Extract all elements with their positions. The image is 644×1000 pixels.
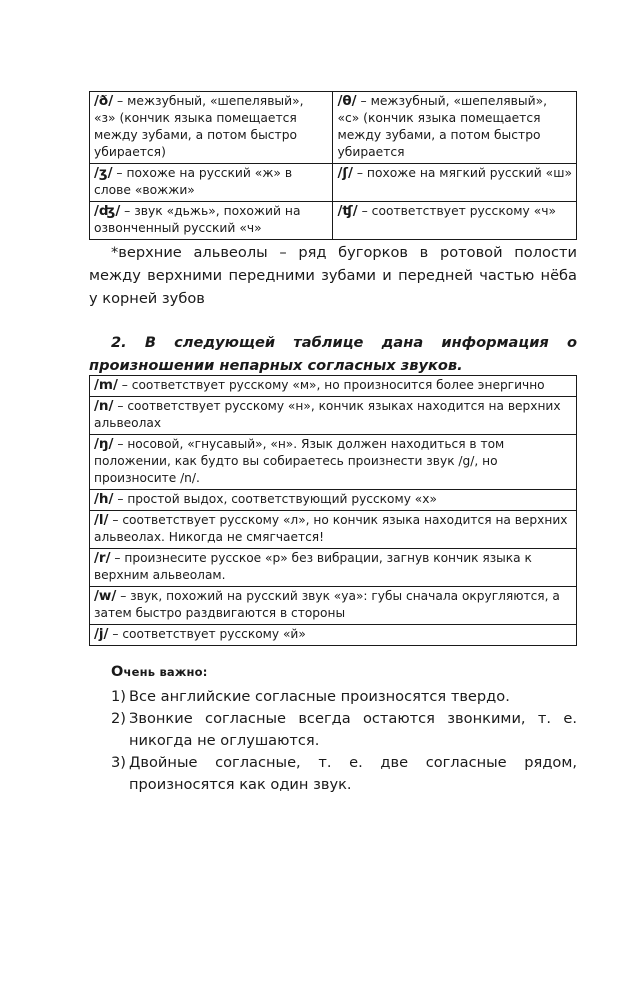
phoneme-symbol: /ʤ/ bbox=[94, 203, 121, 219]
list-item bbox=[111, 686, 577, 708]
phoneme-symbol: /ŋ/ bbox=[94, 436, 114, 452]
phoneme-description: – простой выдох, соответствующий русскому «х» bbox=[113, 492, 437, 506]
table-cell bbox=[333, 92, 577, 164]
phoneme-symbol: /ʃ/ bbox=[337, 165, 353, 181]
table-cell bbox=[333, 164, 577, 202]
table-cell bbox=[333, 202, 577, 240]
phoneme-description: – соответствует русскому «й» bbox=[108, 627, 306, 641]
phoneme-symbol: /w/ bbox=[94, 588, 117, 604]
unpaired-consonants-table bbox=[89, 375, 577, 646]
footnote-text: *верхние альвеолы – ряд бугорков в ротовой полости между верхними передними зубами и передней частью нёба у корней зубов bbox=[89, 244, 577, 307]
list-item-number: 1) bbox=[111, 688, 126, 705]
list-item-text: Звонкие согласные всегда остаются звонкими, т. е. никогда не оглушаются. bbox=[129, 710, 577, 749]
table-row bbox=[90, 435, 577, 490]
phoneme-symbol: /θ/ bbox=[337, 93, 357, 109]
table-cell bbox=[90, 511, 577, 549]
phoneme-symbol: /h/ bbox=[94, 491, 114, 507]
paired-consonants-table bbox=[89, 91, 577, 240]
phoneme-description: – межзубный, «шепелявый», «с» (кончик языка помещается между зубами, а потом быстро убирается bbox=[337, 94, 548, 159]
phoneme-description: – похоже на мягкий русский «ш» bbox=[352, 166, 572, 180]
table-row bbox=[90, 625, 577, 646]
phoneme-symbol: /n/ bbox=[94, 398, 114, 414]
phoneme-symbol: /ʒ/ bbox=[94, 165, 113, 181]
table-row bbox=[90, 549, 577, 587]
table-cell bbox=[90, 92, 333, 164]
phoneme-description: – звук «дьжь», похожий на озвонченный русский «ч» bbox=[94, 204, 301, 235]
table-row bbox=[90, 92, 577, 164]
table-row bbox=[90, 376, 577, 397]
table-cell bbox=[90, 164, 333, 202]
table-cell bbox=[90, 587, 577, 625]
phoneme-description: – межзубный, «шепелявый», «з» (кончик языка помещается между зубами, а потом быстро убирается) bbox=[94, 94, 304, 159]
table-row bbox=[90, 202, 577, 240]
list-item-number: 3) bbox=[111, 754, 126, 771]
important-rules-list bbox=[111, 686, 577, 796]
phoneme-symbol: /r/ bbox=[94, 550, 111, 566]
phoneme-symbol: /ð/ bbox=[94, 93, 114, 109]
list-item-number: 2) bbox=[111, 710, 126, 727]
table-row bbox=[90, 511, 577, 549]
section-heading bbox=[89, 331, 577, 377]
table-row bbox=[90, 164, 577, 202]
table-cell bbox=[90, 490, 577, 511]
list-item-text: Все английские согласные произносятся твердо. bbox=[129, 688, 510, 705]
phoneme-symbol: /m/ bbox=[94, 377, 118, 393]
phoneme-description: – соответствует русскому «ч» bbox=[357, 204, 557, 218]
table-row bbox=[90, 397, 577, 435]
phoneme-symbol: /ʧ/ bbox=[337, 203, 358, 219]
table-cell bbox=[90, 376, 577, 397]
phoneme-description: – произнесите русское «р» без вибрации, загнув кончик языка к верхним альвеолам. bbox=[94, 551, 532, 582]
phoneme-description: – носовой, «гнусавый», «н». Язык должен находиться в том положении, как будто вы собираетесь произнести звук /g/, но произносите /n/. bbox=[94, 437, 505, 485]
phoneme-description: – соответствует русскому «л», но кончик языка находится на верхних альвеолах. Никогда не смягчается! bbox=[94, 513, 568, 544]
important-heading-initial: О bbox=[111, 664, 124, 680]
phoneme-description: – соответствует русскому «н», кончик языках находится на верхних альвеолах bbox=[94, 399, 561, 430]
list-item bbox=[111, 752, 577, 796]
important-heading-rest: чень важно: bbox=[123, 665, 208, 679]
table-row bbox=[90, 587, 577, 625]
list-item bbox=[111, 708, 577, 752]
phoneme-description: – звук, похожий на русский звук «уа»: губы сначала округляются, а затем быстро раздвигаются в стороны bbox=[94, 589, 560, 620]
phoneme-description: – соответствует русскому «м», но произносится более энергично bbox=[117, 378, 545, 392]
phoneme-symbol: /j/ bbox=[94, 626, 109, 642]
table-cell bbox=[90, 397, 577, 435]
table-cell bbox=[90, 435, 577, 490]
list-item-text: Двойные согласные, т. е. две согласные рядом, произносятся как один звук. bbox=[129, 754, 577, 793]
phoneme-description: – похоже на русский «ж» в слове «вожжи» bbox=[94, 166, 293, 197]
table-cell bbox=[90, 625, 577, 646]
phoneme-symbol: /l/ bbox=[94, 512, 109, 528]
table-cell bbox=[90, 549, 577, 587]
section-heading-text: 2. В следующей таблице дана информация о произношении непарных согласных звуков. bbox=[89, 334, 577, 374]
table-row bbox=[90, 490, 577, 511]
footnote bbox=[89, 241, 577, 310]
table-cell bbox=[90, 202, 333, 240]
important-heading bbox=[111, 664, 208, 680]
